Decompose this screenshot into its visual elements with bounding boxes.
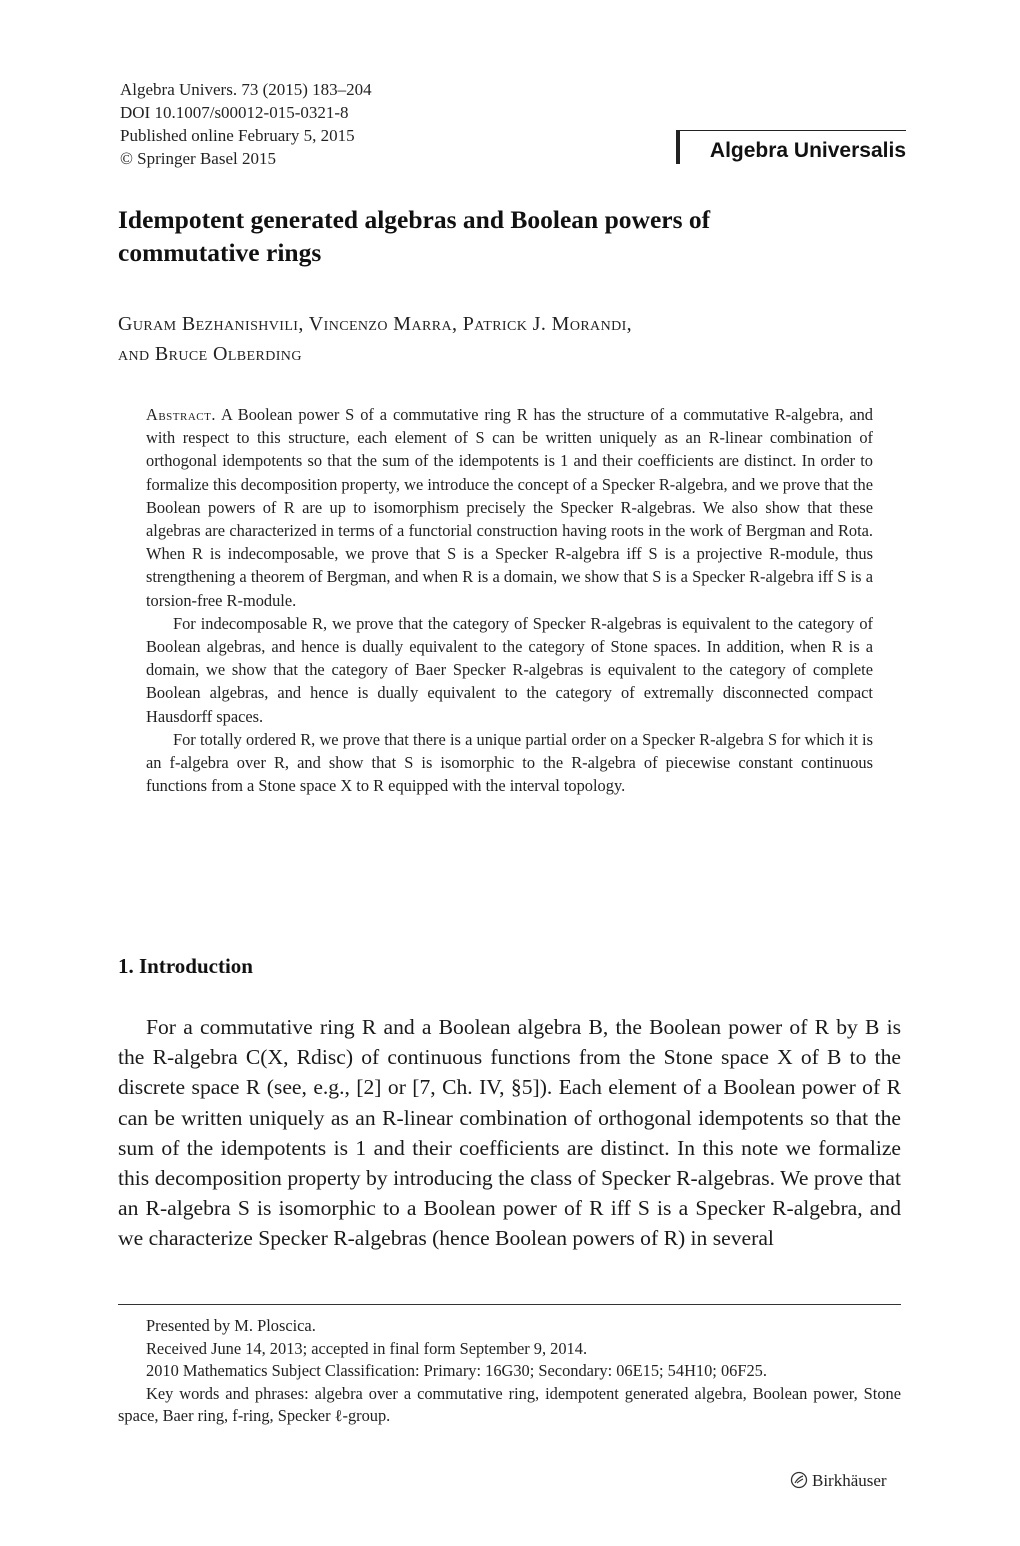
introduction-body: [118, 1012, 901, 1254]
footnote-presented: Presented by M. Ploscica.: [146, 1316, 316, 1335]
abstract-paragraph-2: For indecomposable R, we prove that the category of Specker R-algebras is equivalent to the category of Boolean algebras, and hence is dually equivalent to the category of Stone spaces. In addition, when R is a domain, we show that the category of Baer Specker R-algebras is equivalent to the category of complete Boolean algebras, and hence is dually equivalent to the category of extremally disconnected compact Hausdorff spaces.: [146, 613, 873, 726]
journal-brand-text: Algebra Universalis: [709, 139, 906, 162]
abstract: [146, 403, 873, 797]
section-heading: 1. Introduction: [118, 954, 253, 978]
authors-line-1: Guram Bezhanishvili, Vincenzo Marra, Patrick J. Morandi,: [118, 313, 633, 335]
footnote-keywords: Key words and phrases: algebra over a commutative ring, idempotent generated algebra, Boolean power, Stone space, Baer ring, f-ring, Specker ℓ-group.: [118, 1383, 901, 1426]
abstract-label: Abstract.: [146, 405, 216, 424]
abstract-paragraph-3: For totally ordered R, we prove that there is a unique partial order on a Specker R-algebra S for which it is an f-algebra over R, and show that S is isomorphic to the R-algebra of piecewise constant continuous functions from a Stone space X to R equipped with the interval topology.: [146, 729, 873, 796]
title-line-1: Idempotent generated algebras and Boolean powers of: [118, 205, 711, 234]
publisher-name: Birkhäuser: [812, 1471, 887, 1490]
doi: DOI 10.1007/s00012-015-0321-8: [120, 103, 349, 122]
footnote-received: Received June 14, 2013; accepted in final form September 9, 2014.: [146, 1338, 588, 1358]
publisher-mark: [790, 1471, 887, 1491]
abstract-paragraph-1: [146, 403, 873, 612]
birkhauser-logo-icon: [790, 1471, 808, 1489]
authors-line-2: and Bruce Olberding: [118, 343, 302, 365]
copyright: © Springer Basel 2015: [120, 149, 276, 168]
body-paragraph: For a commutative ring R and a Boolean algebra B, the Boolean power of R by B is the R-algebra C(X, Rdisc) of continuous functions from the Stone space X of B to the discrete space R (see, e.g., [2] or [7, Ch. IV, §5]). Each element of a Boolean power of R can be written uniquely as an R-linear combination of orthogonal idempotents so that the sum of the idempotents is 1 and their coefficients are distinct. In this note we formalize this decomposition property by introducing the class of Specker R-algebras. We prove that an R-algebra S is isomorphic to a Boolean power of R iff S is a Specker R-algebra, and we characterize Specker R-algebras (hence Boolean powers of R) in several: [118, 1015, 901, 1251]
footnote-divider: [118, 1304, 901, 1305]
journal-reference: Algebra Univers. 73 (2015) 183–204: [120, 80, 372, 99]
publication-metadata: [120, 78, 372, 170]
title-line-2: commutative rings: [118, 238, 322, 267]
abstract-text-1: A Boolean power S of a commutative ring R has the structure of a commutative R-algebra, and with respect to this structure, each element of S can be written uniquely as an R-linear combination of orthogonal idempotents so that the sum of the idempotents is 1 and their coefficients are distinct. In order to formalize this decomposition property, we introduce the concept of a Specker R-algebra, and we prove that the Boolean powers of R are up to isomorphism precisely the Specker R-algebras. We also show that these algebras are characterized in terms of a functorial construction having roots in the work of Bergman and Rota. When R is indecomposable, we prove that S is a Specker R-algebra iff S is a projective R-module, thus strengthening a theorem of Bergman, and when R is a domain, we show that S is a Specker R-algebra iff S is a torsion-free R-module.: [146, 405, 873, 610]
publication-date: Published online February 5, 2015: [120, 126, 355, 145]
journal-brand: [676, 130, 906, 164]
footnote-msc: 2010 Mathematics Subject Classification: Primary: 16G30; Secondary: 06E15; 54H10; 06F25.: [146, 1361, 767, 1381]
footnotes: [118, 1315, 901, 1428]
author-list: [118, 309, 908, 369]
paper-title: [118, 203, 908, 269]
